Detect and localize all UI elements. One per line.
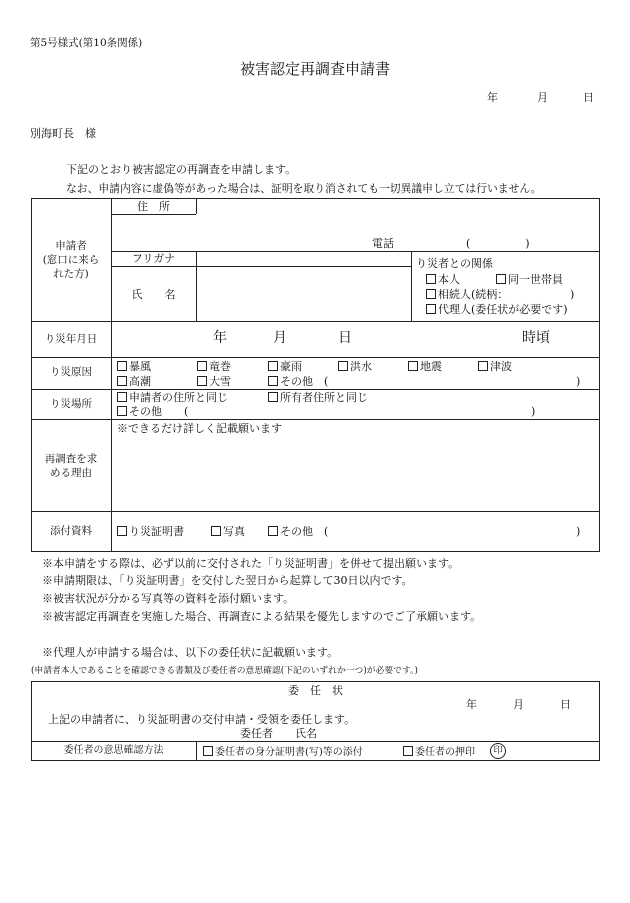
checkbox-icon — [117, 526, 127, 536]
relation-self-checkbox[interactable]: 本人 — [426, 274, 460, 285]
cause-flood-checkbox[interactable]: 洪水 — [338, 361, 372, 372]
applicant-label: 申請者 (窓口に来ら れた方) — [42, 240, 100, 280]
seal-icon: 印 — [490, 743, 506, 759]
note-item: ※被害認定再調査を実施した場合、再調査による結果を優先しますのでご了承願います。 — [42, 610, 482, 623]
disaster-date-year: 年 — [213, 330, 227, 346]
cause-storm-surge-checkbox[interactable]: 高潮 — [117, 376, 151, 387]
proxy-date-month: 月 — [513, 698, 524, 711]
checkbox-icon — [268, 376, 278, 386]
disaster-time: 時頃 — [522, 330, 550, 346]
proxy-date-day: 日 — [560, 698, 571, 711]
intro-line-2: なお、申請内容に虚偽等があった場合は、証明を取り消されても一切異議申し立ては行いません。 — [66, 182, 542, 195]
intro-line-1: 下記のとおり被害認定の再調査を申請します。 — [66, 163, 297, 176]
checkbox-icon — [478, 361, 488, 371]
page-title: 被害認定再調査申請書 — [239, 60, 390, 78]
proxy-date-year: 年 — [466, 698, 477, 711]
furigana-label: フリガナ — [131, 252, 176, 265]
attach-photo-checkbox[interactable]: 写真 — [211, 526, 245, 537]
relation-heir-close: ) — [570, 288, 575, 301]
header-date-month: 月 — [537, 91, 548, 104]
checkbox-icon — [197, 361, 207, 371]
checkbox-icon — [117, 361, 127, 371]
cause-heavy-snow-checkbox[interactable]: 大雪 — [197, 376, 231, 387]
checkbox-icon — [496, 274, 506, 284]
checkbox-icon — [211, 526, 221, 536]
disaster-date-label: り災年月日 — [44, 333, 98, 345]
furigana-field[interactable] — [197, 252, 410, 265]
reason-note: ※できるだけ詳しく記載願います — [117, 422, 282, 435]
disaster-date-month: 月 — [273, 330, 287, 346]
cause-earthquake-checkbox[interactable]: 地震 — [408, 361, 442, 372]
disaster-date-day: 日 — [338, 330, 352, 346]
cause-close-paren: ) — [576, 375, 581, 388]
cause-tornado-checkbox[interactable]: 竜巻 — [197, 361, 231, 372]
reason-field[interactable] — [113, 437, 598, 509]
cause-other-checkbox[interactable]: その他 ( — [268, 376, 328, 387]
reason-label: 再調査を求 める理由 — [44, 453, 98, 479]
confirm-method-label: 委任者の意思確認方法 — [63, 745, 164, 756]
proxy-title: 委 任 状 — [288, 684, 343, 697]
attachments-label: 添付資料 — [50, 525, 92, 537]
place-other-checkbox[interactable]: その他 ( — [117, 406, 188, 417]
checkbox-icon — [408, 361, 418, 371]
checkbox-icon — [268, 361, 278, 371]
proxy-statement: 上記の申請者に、り災証明書の交付申請・受領を委任します。 — [48, 713, 356, 726]
attach-certificate-checkbox[interactable]: り災証明書 — [117, 526, 184, 537]
name-field[interactable] — [197, 267, 410, 320]
confirm-seal-checkbox[interactable]: 委任者の押印 — [403, 746, 475, 758]
cause-tsunami-checkbox[interactable]: 津波 — [478, 361, 512, 372]
checkbox-icon — [268, 526, 278, 536]
address-label: 住 所 — [137, 200, 170, 213]
header-date-year: 年 — [487, 91, 498, 104]
relation-title: り災者との関係 — [416, 257, 493, 270]
addressee: 別海町長 様 — [30, 127, 96, 140]
checkbox-icon — [117, 406, 127, 416]
cause-heavy-rain-checkbox[interactable]: 豪雨 — [268, 361, 302, 372]
checkbox-icon — [426, 289, 436, 299]
confirm-id-copy-checkbox[interactable]: 委任者の身分証明書(写)等の添付 — [203, 746, 363, 758]
checkbox-icon — [203, 746, 213, 756]
checkbox-icon — [117, 376, 127, 386]
checkbox-icon — [403, 746, 413, 756]
proxy-subnote: (申請者本人であることを確認できる書類及び委任者の意思確認(下記のいずれか一つ)が必要です。) — [31, 666, 418, 676]
proxy-note: ※代理人が申請する場合は、以下の委任状に記載願います。 — [42, 646, 339, 659]
delegator-name-field[interactable] — [325, 726, 595, 739]
address-field[interactable] — [197, 215, 599, 250]
attach-other-checkbox[interactable]: その他 ( — [268, 526, 328, 537]
place-applicant-checkbox[interactable]: 申請者の住所と同じ — [117, 392, 228, 403]
delegator-name-label: 委任者 氏名 — [240, 727, 317, 740]
checkbox-icon — [268, 392, 278, 402]
place-owner-checkbox[interactable]: 所有者住所と同じ — [268, 392, 368, 403]
relation-household-checkbox[interactable]: 同一世帯員 — [496, 274, 563, 285]
relation-agent-checkbox[interactable]: 代理人(委任状が必要です) — [426, 304, 568, 315]
checkbox-icon — [426, 304, 436, 314]
form-number: 第5号様式(第10条関係) — [30, 37, 143, 49]
header-date-day: 日 — [583, 91, 594, 104]
note-item: ※申請期限は、「り災証明書」を交付した翌日から起算して30日以内です。 — [42, 574, 413, 587]
name-label: 氏 名 — [131, 288, 176, 301]
phone-label: 電話 — [372, 237, 394, 250]
attach-close-paren: ) — [576, 525, 581, 538]
place-label: り災場所 — [50, 398, 92, 410]
checkbox-icon — [338, 361, 348, 371]
place-close-paren: ) — [531, 405, 536, 418]
cause-label: り災原因 — [50, 366, 92, 378]
checkbox-icon — [117, 392, 127, 402]
cause-storm-checkbox[interactable]: 暴風 — [117, 361, 151, 372]
checkbox-icon — [197, 376, 207, 386]
relation-heir-checkbox[interactable]: 相続人(続柄： — [426, 289, 508, 300]
checkbox-icon — [426, 274, 436, 284]
note-item: ※被害状況が分かる写真等の資料を添付願います。 — [42, 592, 295, 605]
note-item: ※本申請をする際は、必ず以前に交付された「り災証明書」を併せて提出願います。 — [42, 557, 460, 570]
phone-field[interactable]: ( ) — [466, 237, 530, 250]
